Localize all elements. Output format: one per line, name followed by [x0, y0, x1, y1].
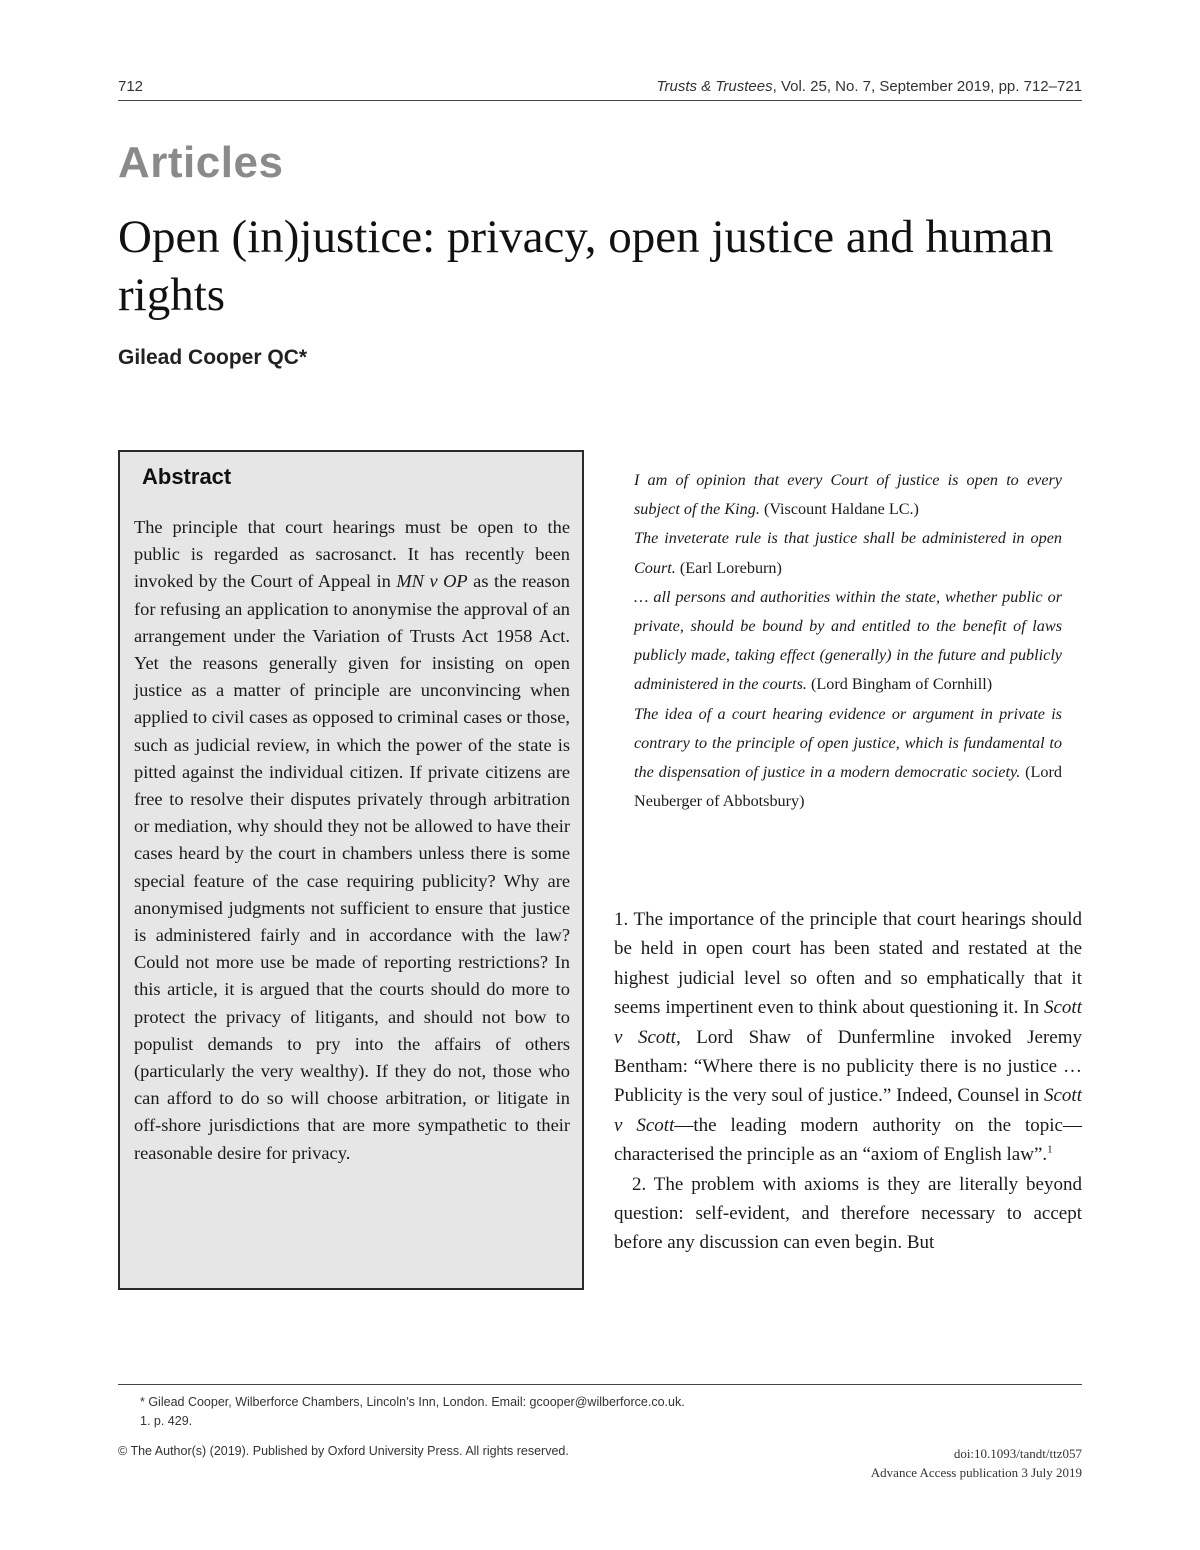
epigraph-source: (Lord Neuberger of Abbotsbury) — [634, 763, 1062, 811]
paragraph-text: 1. The importance of the principle that court hearings should be held in open court has been stated and restated at the highest judicial level so often and so emphatically that it seems impertinent even to think about questioning it. In — [614, 909, 1082, 1019]
page-number: 712 — [118, 78, 144, 95]
footnote-rule — [118, 1384, 1082, 1385]
header-rule — [118, 100, 1082, 101]
epigraph-quote: The idea of a court hearing evidence or argument in private is contrary to the principle of open justice, which is fundamental to the dispensation of justice in a modern democratic society. — [634, 704, 1062, 782]
abstract-case-name: MN v OP — [396, 571, 468, 592]
epigraph — [634, 700, 1062, 817]
epigraph — [634, 524, 1062, 582]
abstract-text — [134, 514, 570, 1167]
abstract-text-part: as the reason for refusing an application to anonymise the approval of an arrangement under the Variation of Trusts Act 1958 Act. Yet the reasons generally given for insisting on open justice as a matter of principle are unconvincing when applied to civil cases as opposed to criminal cases or those, such as judicial review, in which the power of the state is pitted against the individual citizen. If private citizens are free to resolve their disputes privately through arbitration or mediation, why should they not be allowed to have their cases heard by the court in chambers unless there is some special feature of the case requiring publicity? Why are anonymised judgments not sufficient to ensure that justice is administered fairly and in accordance with the law? Could not more use be made of reporting restrictions? In this article, it is argued that the courts should do more to protect the privacy of litigants, and should not bow to populist demands to pry into the affairs of others (particularly the very wealthy). If they do not, those who can afford to do so will choose arbitration, or litigate in off-shore jurisdictions that are more sympathetic to their reasonable desire for privacy. — [134, 571, 570, 1163]
footnotes — [140, 1393, 1080, 1431]
author-name: Gilead Cooper QC* — [118, 346, 308, 369]
journal-details: , Vol. 25, No. 7, September 2019, pp. 712–721 — [772, 78, 1082, 95]
copyright-notice: © The Author(s) (2019). Published by Oxford University Press. All rights reserved. — [118, 1444, 569, 1458]
paragraph-2: 2. The problem with axioms is they are literally beyond question: self-evident, and therefore necessary to accept before any discussion can even begin. But — [614, 1173, 1082, 1254]
footnote-1: 1. p. 429. — [140, 1414, 193, 1428]
footnote-author: * Gilead Cooper, Wilberforce Chambers, Lincoln’s Inn, London. Email: gcooper@wilberforce.co.uk. — [140, 1395, 685, 1409]
body-text — [614, 905, 1082, 1258]
case-citation: Scott v Scott — [614, 997, 1082, 1048]
epigraph — [634, 466, 1062, 524]
epigraph — [634, 583, 1062, 700]
paragraph-1 — [614, 905, 1082, 1170]
doi-link[interactable]: doi:10.1093/tandt/ttz057 — [953, 1446, 1082, 1461]
epigraph-source: (Lord Bingham of Cornhill) — [806, 675, 993, 694]
section-label: Articles — [118, 138, 284, 187]
abstract-box — [118, 450, 584, 1290]
epigraph-quote: … all persons and authorities within the state, whether public or private, should be bound by and entitled to the benefit of laws publicly made, taking effect (generally) in the future and publicly administered in the courts. — [634, 587, 1062, 694]
doi-block — [871, 1444, 1082, 1482]
journal-citation — [656, 78, 1082, 95]
journal-name: Trusts & Trustees — [656, 78, 773, 95]
footnote-reference[interactable]: 1 — [1047, 1143, 1053, 1156]
case-citation: Scott v Scott — [614, 1085, 1082, 1136]
abstract-heading: Abstract — [142, 464, 232, 489]
abstract-text-part: The principle that court hearings must be open to the public is regarded as sacrosanct. It has recently been invoked by the Court of Appeal in — [134, 517, 570, 592]
advance-access: Advance Access publication 3 July 2019 — [870, 1465, 1082, 1480]
paragraph-text: , Lord Shaw of Dunfermline invoked Jeremy Bentham: “Where there is no publicity there is no justice … Publicity is the very soul of justice.” Indeed, Counsel in — [614, 1026, 1082, 1107]
epigraphs — [634, 466, 1062, 816]
epigraph-quote: I am of opinion that every Court of justice is open to every subject of the King. — [634, 471, 1062, 519]
epigraph-source: (Earl Loreburn) — [675, 558, 782, 577]
paragraph-text: —the leading modern authority on the topic—characterised the principle as an “axiom of English law”. — [614, 1114, 1082, 1166]
epigraph-quote: The inveterate rule is that justice shall be administered in open Court. — [634, 529, 1062, 577]
running-head — [118, 76, 1082, 100]
epigraph-source: (Viscount Haldane LC.) — [759, 500, 919, 519]
article-title: Open (in)justice: privacy, open justice and human rights — [118, 211, 1054, 321]
